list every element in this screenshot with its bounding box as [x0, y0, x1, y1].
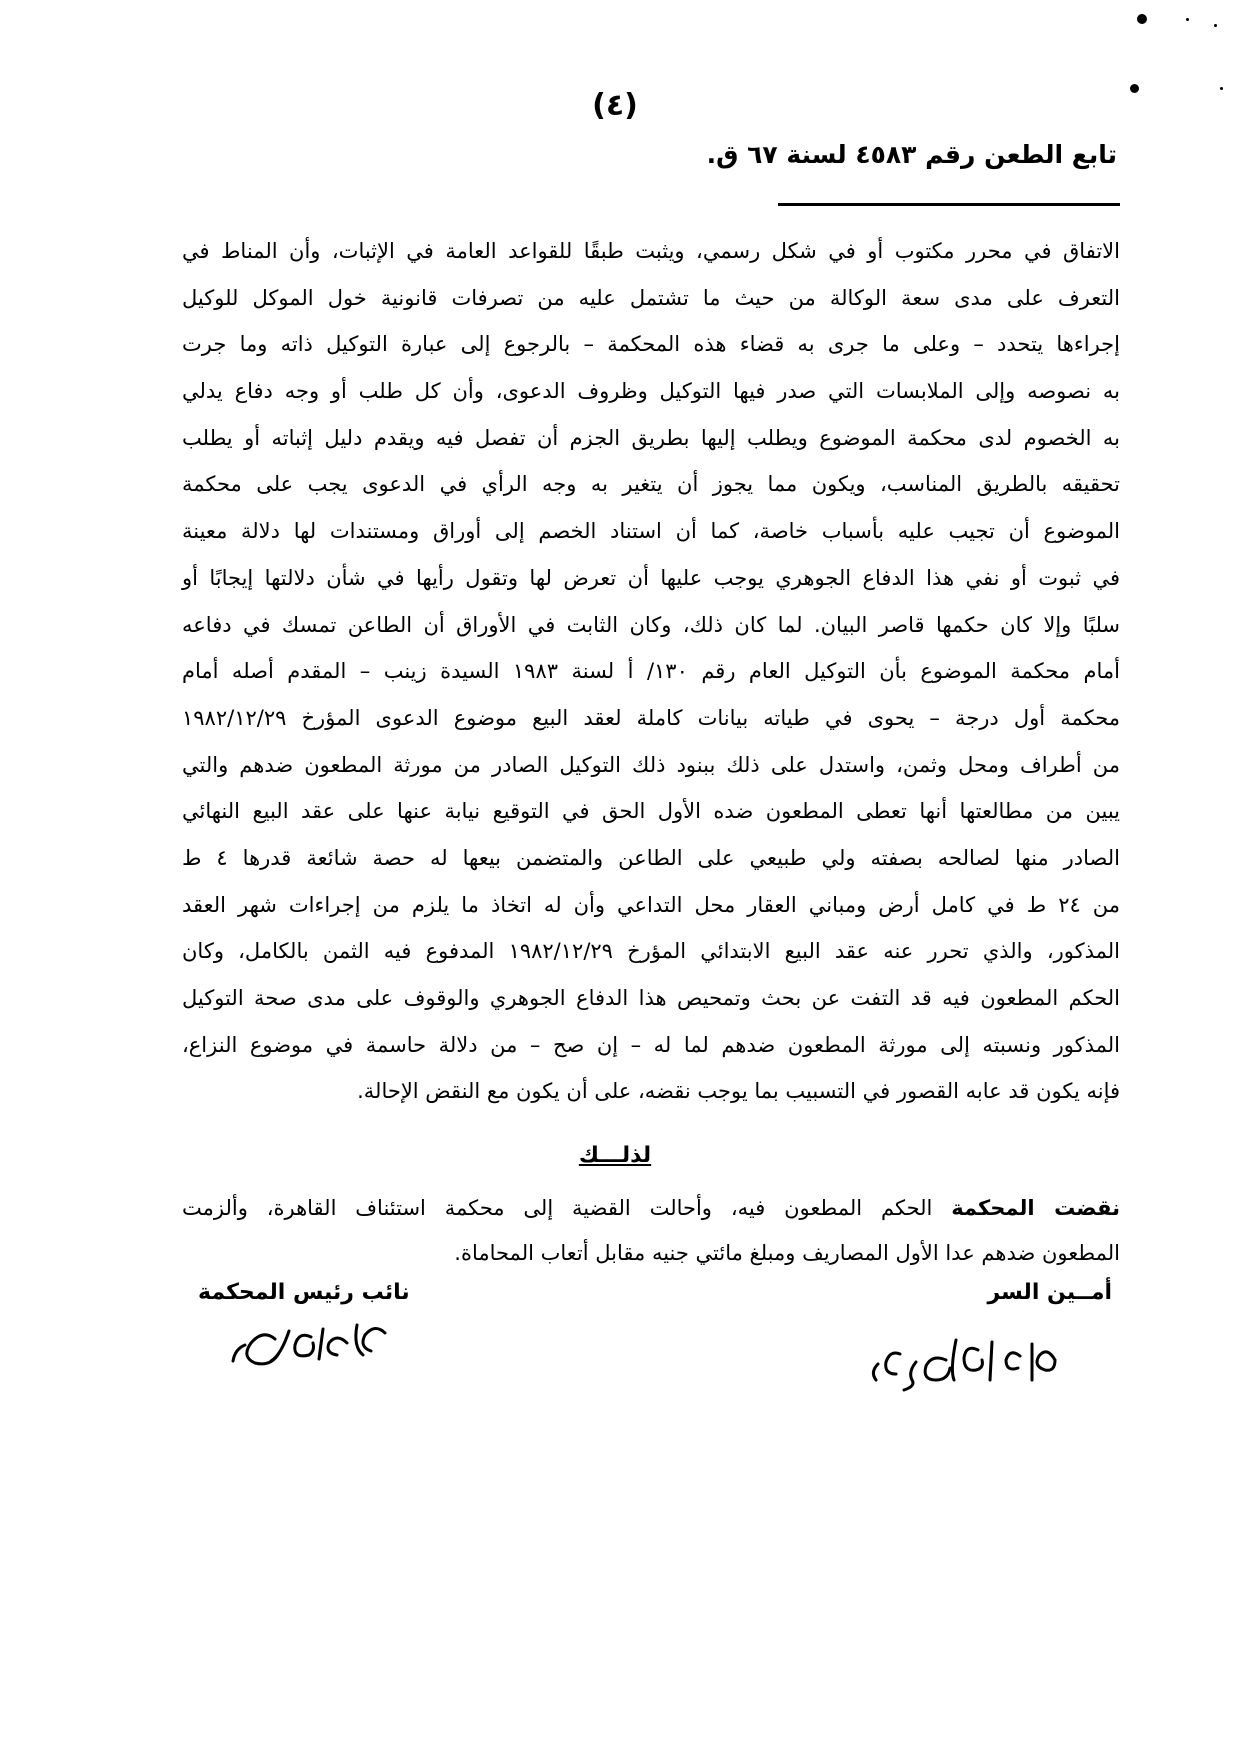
body-line: إجراءها يتحدد – وعلى ما جرى به قضاء هذه المحكمة – بالرجوع إلى عبارة التوكيل ذاته وما جرت — [182, 332, 1120, 357]
ruling-line — [182, 1186, 1120, 1231]
scan-speck — [1137, 14, 1147, 24]
body-line: أمام محكمة الموضوع بأن التوكيل العام رقم ١٣٠/ أ لسنة ١٩٨٣ السيدة زينب – المقدم أصله أمام — [182, 659, 1120, 684]
ruling-line: المطعون ضدهم عدا الأول المصاريف ومبلغ مائتي جنيه مقابل أتعاب المحاماة. — [454, 1241, 1120, 1265]
body-line: من ٢٤ ط في كامل أرض ومباني العقار محل التداعي وأن له اتخاذ ما يلزم من إجراءات شهر العقد — [182, 892, 1120, 917]
scan-speck — [1214, 24, 1217, 27]
body-line: الموضوع أن تجيب عليه بأسباب خاصة، كما أن استناد الخصم إلى أوراق ومستندات لها دلالة معينة — [182, 519, 1120, 544]
ruling-paragraph — [182, 1186, 1120, 1276]
vice-president-title: نائب رئيس المحكمة — [198, 1280, 410, 1305]
body-line: الحكم المطعون فيه قد التفت عن بحث وتمحيص هذا الدفاع الجوهري والوقوف على مدى صحة التوكيل — [182, 986, 1120, 1010]
judgment-body — [182, 228, 1120, 1115]
secretary-signature — [860, 1320, 1070, 1400]
scan-speck — [1220, 87, 1223, 90]
body-line: محكمة أول درجة – يحوى في طياته بيانات كاملة لعقد البيع موضوع الدعوى المؤرخ ١٩٨٢/١٢/٢٩ — [182, 705, 1120, 730]
case-reference: تابع الطعن رقم ٤٥٨٣ لسنة ٦٧ ق. — [706, 140, 1117, 169]
body-line: الصادر منها لصالحه بصفته ولي طبيعي على الطاعن والمتضمن بيعها له حصة شائعة قدرها ٤ ط — [182, 845, 1120, 870]
header-divider — [778, 203, 1120, 206]
body-line: سلبًا وإلا كان حكمها قاصر البيان. لما كان ذلك، وكان الثابت في الأوراق أن الطاعن تمسك في دفاعه — [182, 612, 1120, 637]
body-line: الاتفاق في محرر مكتوب أو في شكل رسمي، ويثبت طبقًا للقواعد العامة في الإثبات، وأن المناط في — [182, 239, 1120, 263]
body-line: فإنه يكون قد عابه القصور في التسبيب بما يوجب نقضه، على أن يكون مع النقض الإحالة. — [357, 1079, 1120, 1104]
body-line: به الخصوم لدى محكمة الموضوع ويطلب إليها بطريق الجزم أن تفصل فيه ويقدم دليل إثباته أو يطلب — [182, 425, 1120, 450]
body-line: في ثبوت أو نفي هذا الدفاع الجوهري يوجب عليها أن تعرض لها وتقول رأيها في شأن دلالتها إيجابًا أو — [182, 565, 1120, 590]
body-line: المذكور ونسبته إلى مورثة المطعون ضدهم لما له – إن صح – من دلالة حاسمة في موضوع النزاع، — [182, 1032, 1120, 1057]
body-line: تحقيقه بالطريق المناسب، ويكون مما يجوز أن يتغير به وجه الرأي في الدعوى يجب على محكمة — [182, 472, 1120, 497]
scan-speck — [1130, 84, 1139, 93]
ruling-lead: نقضت المحكمة — [951, 1196, 1120, 1220]
scan-speck — [1186, 18, 1189, 21]
body-line: المذكور، والذي تحرر عنه عقد البيع الابتدائي المؤرخ ١٩٨٢/١٢/٢٩ المدفوع فيه الثمن بالكامل، وكان — [182, 939, 1120, 964]
page-number: (٤) — [592, 88, 638, 123]
vice-president-signature — [225, 1315, 395, 1375]
body-line: التعرف على مدى سعة الوكالة من حيث ما تشتمل عليه من تصرفات قانونية خول الموكل للوكيل — [182, 285, 1120, 310]
body-line: به نصوصه وإلى الملابسات التي صدر فيها التوكيل وظروف الدعوى، وأن كل طلب أو وجه دفاع يدلي — [182, 379, 1120, 404]
body-line: من أطراف ومحل وثمن، واستدل على ذلك ببنود ذلك التوكيل الصادر من مورثة المطعون ضدهم والتي — [182, 752, 1120, 777]
secretary-title: أمــين السر — [987, 1280, 1112, 1305]
body-line: يبين من مطالعتها أنها تعطى المطعون ضده الأول الحق في التوقيع نيابة عنها على عقد البيع النهائي — [182, 799, 1120, 824]
conclusion-heading: لذلـــك — [578, 1143, 652, 1168]
ruling-text: الحكم المطعون فيه، وأحالت القضية إلى محكمة استئناف القاهرة، وألزمت — [182, 1196, 952, 1220]
